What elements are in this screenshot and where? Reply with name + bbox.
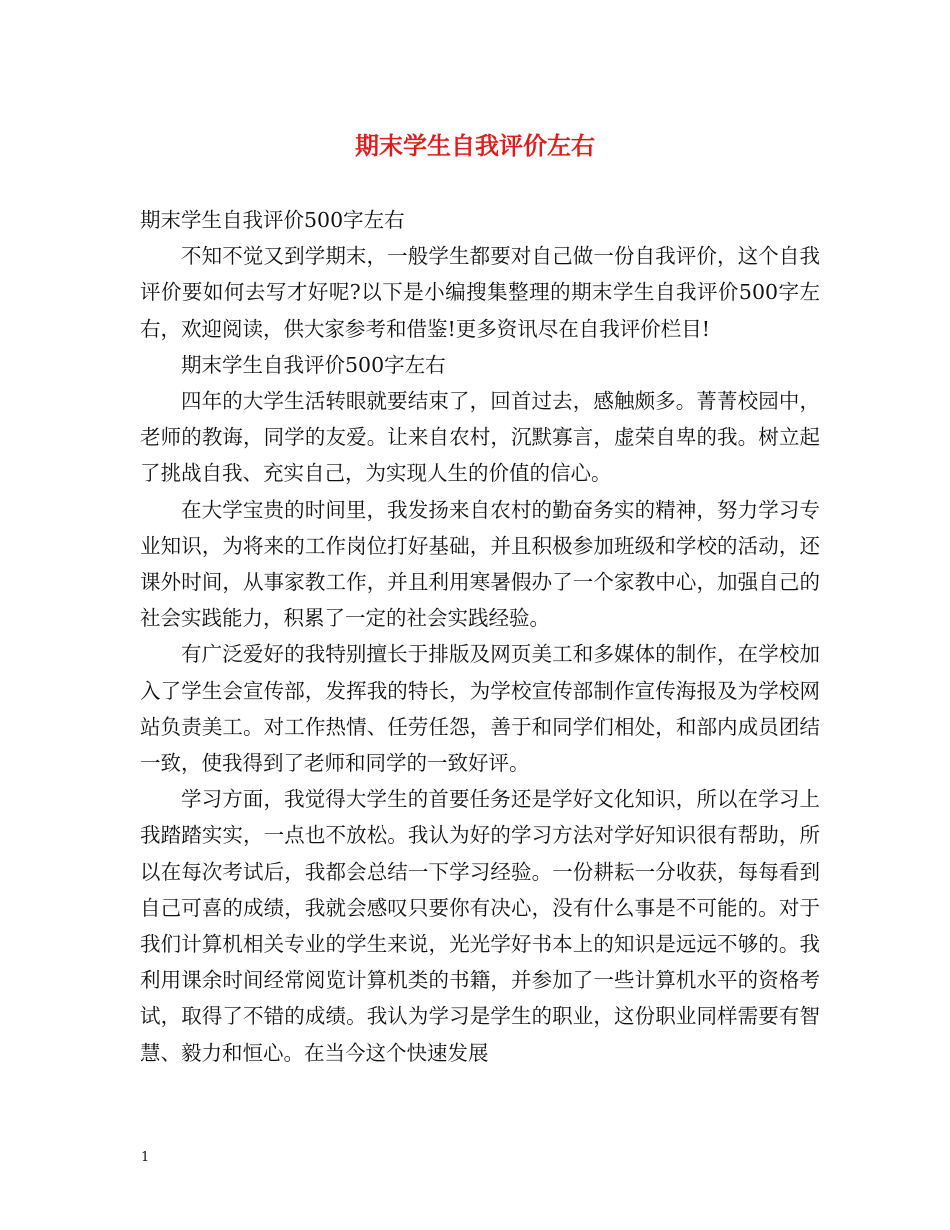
body-paragraph: 学习方面，我觉得大学生的首要任务还是学好文化知识，所以在学习上我踏踏实实，一点也不放松。我认为好的学习方法对学好知识很有帮助，所以在每次考试后，我都会总结一下学习经验。一份耕耘一分收获，每每看到自己可喜的成绩，我就会感叹只要你有决心，没有什么事是不可能的。对于我们计算机相关专业的学生来说，光光学好书本上的知识是远远不够的。我利用课余时间经常阅览计算机类的书籍，并参加了一些计算机水平的资格考试，取得了不错的成绩。我认为学习是学生的职业，这份职业同样需要有智慧、毅力和恒心。在当今这个快速发展 — [140, 787, 820, 1065]
document-title: 期末学生自我评价左右 — [355, 131, 595, 160]
intro-paragraph: 不知不觉又到学期末，一般学生都要对自己做一份自我评价，这个自我评价要如何去写才好呢?以下是小编搜集整理的期末学生自我评价500字左右，欢迎阅读，供大家参考和借鉴!更多资讯尽在自我评价栏目! — [140, 244, 820, 341]
document-body — [140, 202, 820, 1071]
page-number: 1 — [141, 1150, 150, 1165]
body-paragraph: 在大学宝贵的时间里，我发扬来自农村的勤奋务实的精神，努力学习专业知识，为将来的工作岗位打好基础，并且积极参加班级和学校的活动，还课外时间，从事家教工作，并且利用寒暑假办了一个家教中心，加强自己的社会实践能力，积累了一定的社会实践经验。 — [140, 497, 820, 631]
section-heading-paragraph: 期末学生自我评价500字左右 — [181, 352, 446, 377]
subtitle-paragraph: 期末学生自我评价500字左右 — [140, 208, 405, 232]
body-paragraph: 有广泛爱好的我特别擅长于排版及网页美工和多媒体的制作，在学校加入了学生会宣传部，发挥我的特长，为学校宣传部制作宣传海报及为学校网站负责美工。对工作热情、任劳任怨，善于和同学们相处，和部内成员团结一致，使我得到了老师和同学的一致好评。 — [140, 642, 820, 776]
body-paragraph: 四年的大学生活转眼就要结束了，回首过去，感触颇多。菁菁校园中，老师的教诲，同学的友爱。让来自农村，沉默寡言，虚荣自卑的我。树立起了挑战自我、充实自己，为实现人生的价值的信心。 — [140, 389, 820, 486]
